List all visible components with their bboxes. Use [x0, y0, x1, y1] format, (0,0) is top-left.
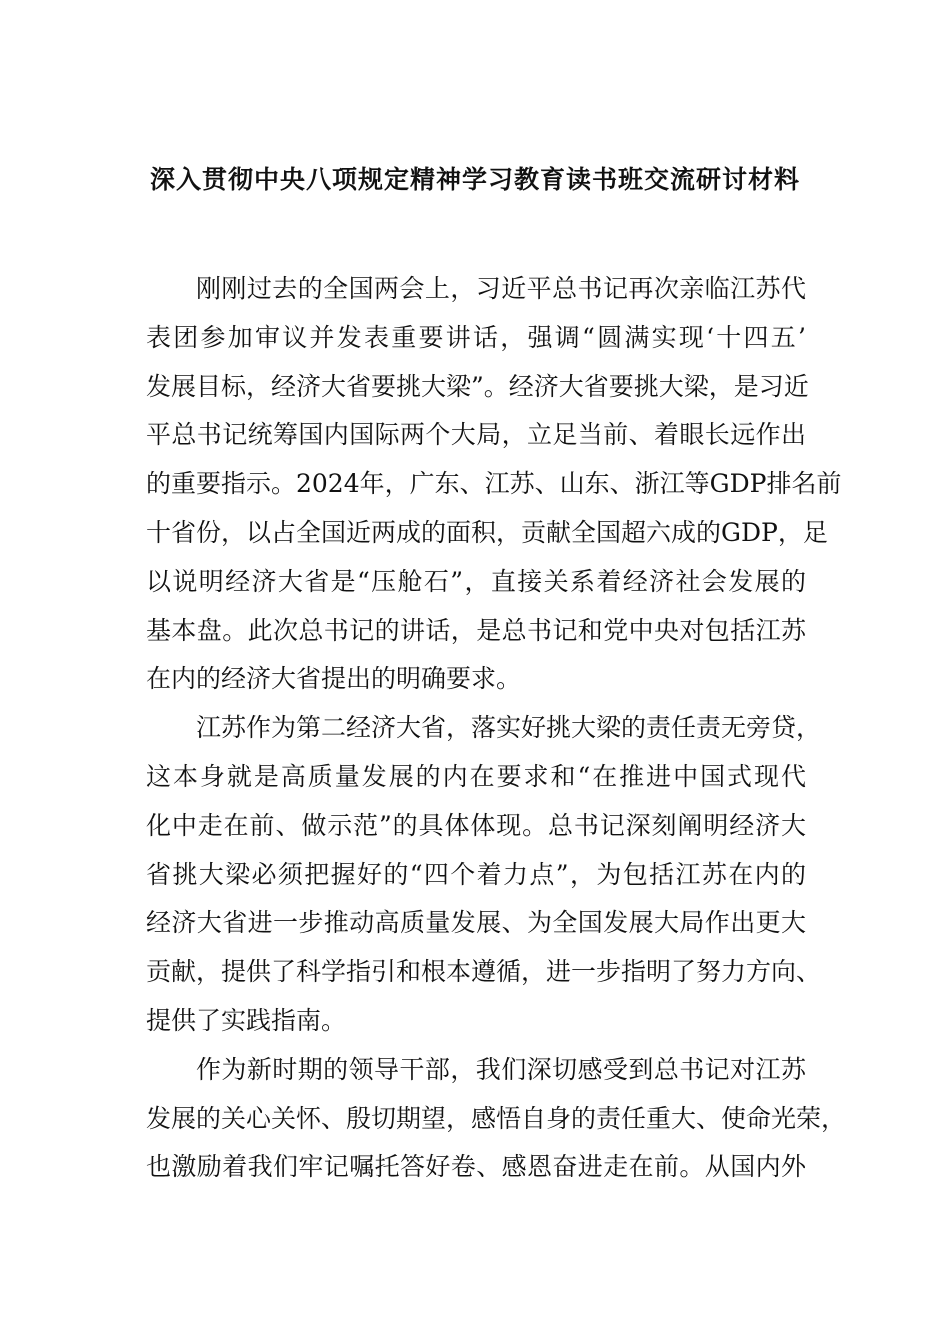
text-line: 经济大省进一步推动高质量发展、为全国发展大局作出更大: [146, 908, 806, 938]
document-body: [146, 265, 847, 1192]
text-line: 表团参加审议并发表重要讲话，强调“圆满实现‘十四五’: [146, 322, 806, 352]
text-line: 十省份，以占全国近两成的面积，贡献全国超六成的GDP，足: [146, 517, 828, 547]
text-line: 刚刚过去的全国两会上，习近平总书记再次亲临江苏代: [196, 274, 806, 303]
text-line: 作为新时期的领导干部，我们深切感受到总书记对江苏: [196, 1054, 806, 1084]
text-line: 发展的关心关怀、殷切期望，感悟自身的责任重大、使命光荣，: [146, 1103, 847, 1133]
text-line: 在内的经济大省提出的明确要求。: [146, 664, 522, 694]
text-line: 也激励着我们牢记嘱托答好卷、感恩奋进走在前。从国内外: [146, 1152, 806, 1182]
text-line: 江苏作为第二经济大省，落实好挑大梁的责任责无旁贷，: [196, 713, 822, 743]
paragraph-2: [146, 704, 822, 1046]
text-line: 化中走在前、做示范”的具体体现。总书记深刻阐明经济大: [146, 810, 806, 840]
text-line: 平总书记统筹国内国际两个大局，立足当前、着眼长远作出: [146, 420, 806, 450]
text-line: 的重要指示。2024年，广东、江苏、山东、浙江等GDP排名前: [146, 469, 842, 499]
text-line: 发展目标，经济大省要挑大梁”。经济大省要挑大梁，是习近: [146, 371, 809, 401]
text-line: 以说明经济大省是“压舱石”，直接关系着经济社会发展的: [146, 566, 806, 596]
paragraph-1: [146, 265, 842, 704]
text-line: 这本身就是高质量发展的内在要求和“在推进中国式现代: [146, 761, 806, 791]
paragraph-3: [146, 1046, 847, 1192]
text-line: 省挑大梁必须把握好的“四个着力点”，为包括江苏在内的: [146, 859, 806, 889]
text-line: 贡献，提供了科学指引和根本遵循，进一步指明了努力方向、: [146, 957, 822, 987]
document-title: 深入贯彻中央八项规定精神学习教育读书班交流研讨材料: [149, 165, 800, 194]
text-line: 基本盘。此次总书记的讲话，是总书记和党中央对包括江苏: [146, 615, 806, 645]
text-line: 提供了实践指南。: [146, 1005, 347, 1035]
